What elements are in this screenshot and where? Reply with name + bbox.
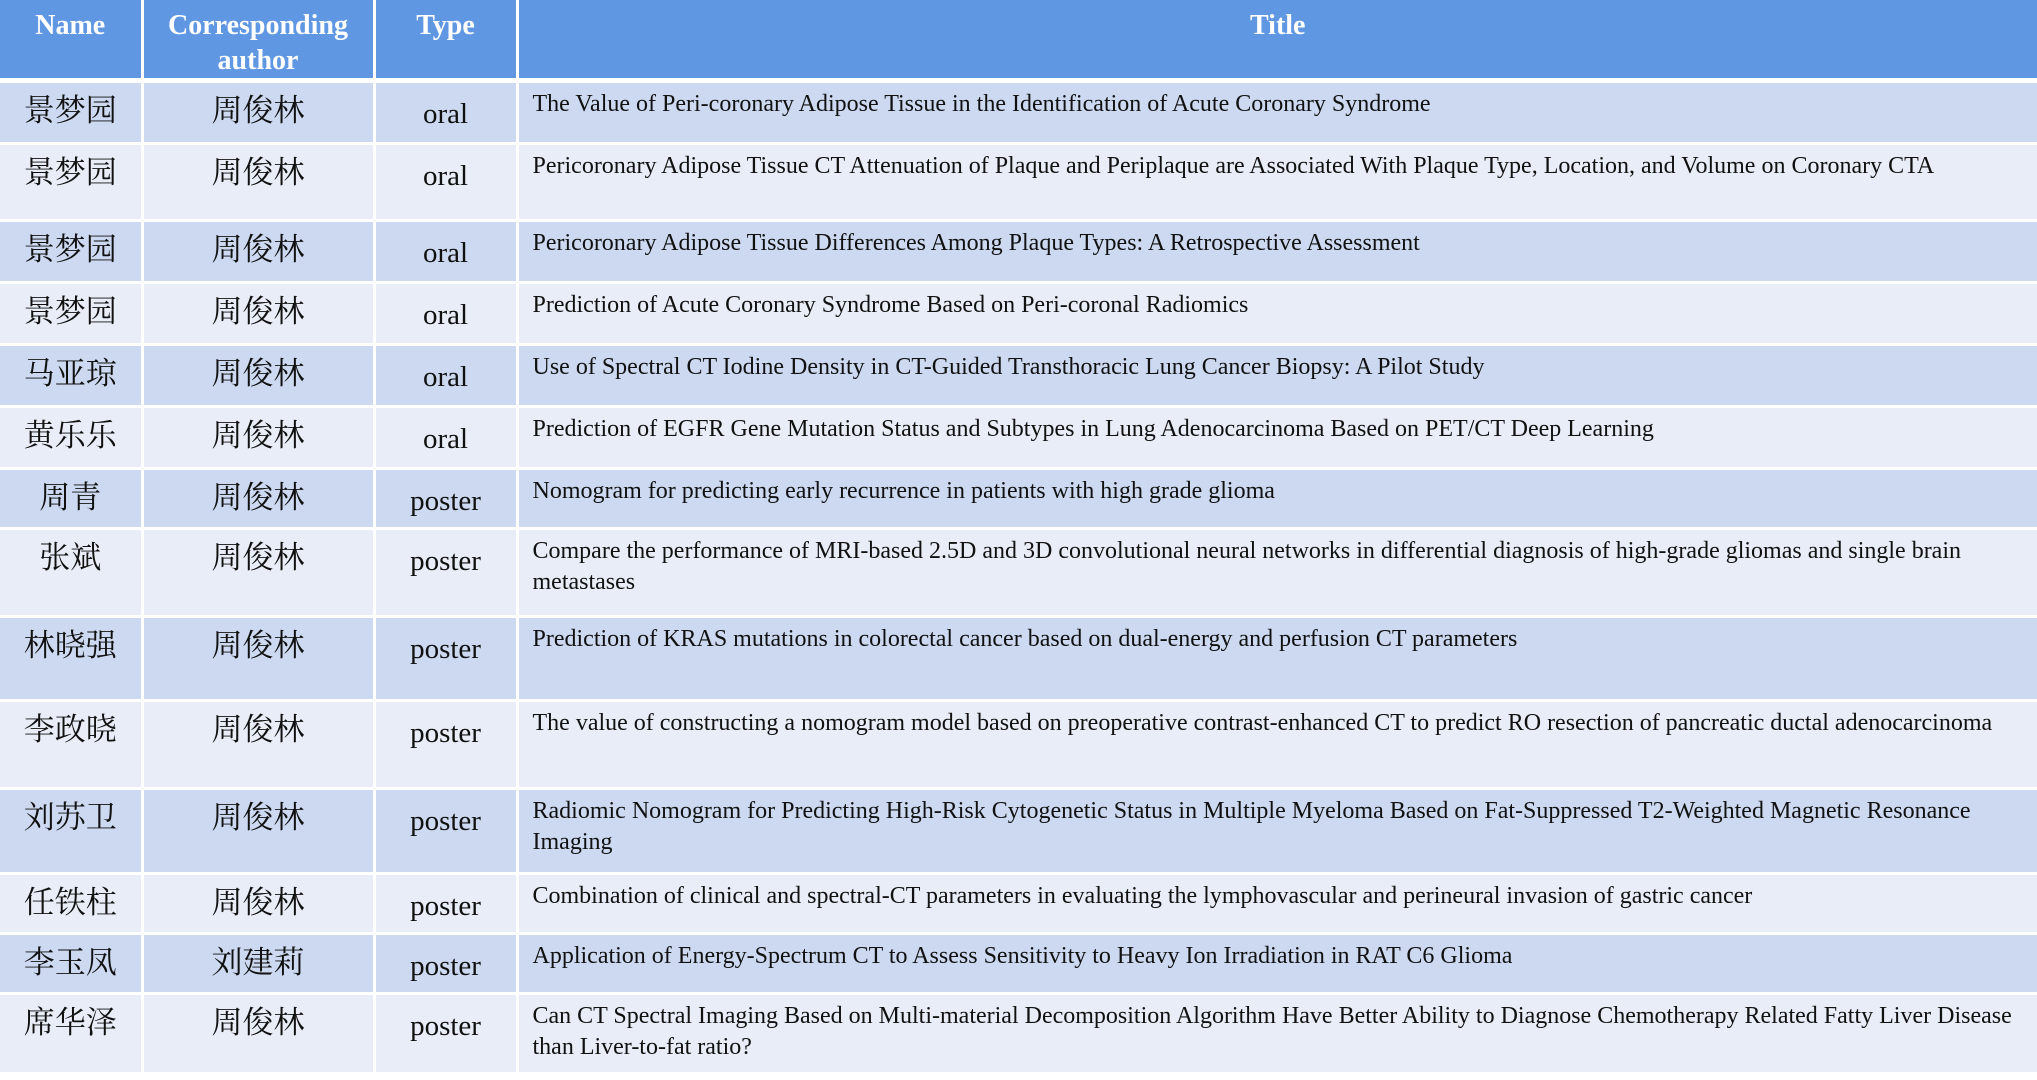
- table-row: [0, 469, 2037, 529]
- cell-author: 周俊林: [142, 81, 374, 144]
- cell-title: Prediction of EGFR Gene Mutation Status and Subtypes in Lung Adenocarcinoma Based on PET/CT Deep Learning: [517, 407, 2037, 469]
- cell-author: 周俊林: [142, 283, 374, 345]
- header-title: Title: [517, 0, 2037, 81]
- cell-type: oral: [374, 144, 517, 221]
- cell-title: Prediction of KRAS mutations in colorectal cancer based on dual-energy and perfusion CT parameters: [517, 617, 2037, 701]
- cell-title: Nomogram for predicting early recurrence in patients with high grade glioma: [517, 469, 2037, 529]
- cell-title: Use of Spectral CT Iodine Density in CT-Guided Transthoracic Lung Cancer Biopsy: A Pilot Study: [517, 345, 2037, 407]
- cell-title: Prediction of Acute Coronary Syndrome Based on Peri-coronal Radiomics: [517, 283, 2037, 345]
- table-row: [0, 874, 2037, 934]
- cell-type: oral: [374, 283, 517, 345]
- table-row: [0, 144, 2037, 221]
- cell-name: 席华泽: [0, 994, 142, 1074]
- cell-title: Pericoronary Adipose Tissue Differences Among Plaque Types: A Retrospective Assessment: [517, 221, 2037, 283]
- cell-author: 周俊林: [142, 469, 374, 529]
- cell-type: poster: [374, 701, 517, 789]
- cell-name: 黄乐乐: [0, 407, 142, 469]
- cell-author: 周俊林: [142, 407, 374, 469]
- table-row: [0, 81, 2037, 144]
- cell-author: 周俊林: [142, 144, 374, 221]
- header-type: Type: [374, 0, 517, 81]
- cell-title: Pericoronary Adipose Tissue CT Attenuation of Plaque and Periplaque are Associated With Plaque Type, Location, and Volume on Coronary CTA: [517, 144, 2037, 221]
- cell-type: poster: [374, 529, 517, 617]
- cell-title: The value of constructing a nomogram model based on preoperative contrast-enhanced CT to predict RO resection of pancreatic ductal adenocarcinoma: [517, 701, 2037, 789]
- cell-type: oral: [374, 345, 517, 407]
- table-row: [0, 529, 2037, 617]
- cell-name: 马亚琼: [0, 345, 142, 407]
- cell-title: Compare the performance of MRI-based 2.5D and 3D convolutional neural networks in differential diagnosis of high-grade gliomas and single brain metastases: [517, 529, 2037, 617]
- cell-type: oral: [374, 81, 517, 144]
- table-row: [0, 345, 2037, 407]
- cell-name: 李玉凤: [0, 934, 142, 994]
- cell-author: 周俊林: [142, 617, 374, 701]
- cell-name: 景梦园: [0, 221, 142, 283]
- cell-name: 周青: [0, 469, 142, 529]
- header-name: Name: [0, 0, 142, 81]
- header-row: [0, 0, 2037, 81]
- table-row: [0, 407, 2037, 469]
- cell-type: poster: [374, 617, 517, 701]
- cell-name: 景梦园: [0, 144, 142, 221]
- cell-type: poster: [374, 469, 517, 529]
- cell-title: Combination of clinical and spectral-CT parameters in evaluating the lymphovascular and perineural invasion of gastric cancer: [517, 874, 2037, 934]
- cell-author: 周俊林: [142, 701, 374, 789]
- cell-name: 张斌: [0, 529, 142, 617]
- cell-type: poster: [374, 789, 517, 874]
- header-author: Corresponding author: [142, 0, 374, 81]
- table-row: [0, 701, 2037, 789]
- cell-author: 周俊林: [142, 221, 374, 283]
- cell-author: 刘建莉: [142, 934, 374, 994]
- cell-name: 景梦园: [0, 81, 142, 144]
- cell-name: 任铁柱: [0, 874, 142, 934]
- cell-title: The Value of Peri-coronary Adipose Tissue in the Identification of Acute Coronary Syndrome: [517, 81, 2037, 144]
- cell-author: 周俊林: [142, 994, 374, 1074]
- cell-type: poster: [374, 874, 517, 934]
- cell-type: oral: [374, 221, 517, 283]
- cell-type: poster: [374, 994, 517, 1074]
- cell-type: poster: [374, 934, 517, 994]
- cell-title: Can CT Spectral Imaging Based on Multi-material Decomposition Algorithm Have Better Ability to Diagnose Chemotherapy Related Fatty Liver Disease than Liver-to-fat ratio?: [517, 994, 2037, 1074]
- table-row: [0, 789, 2037, 874]
- table-row: [0, 934, 2037, 994]
- cell-author: 周俊林: [142, 789, 374, 874]
- cell-name: 林晓强: [0, 617, 142, 701]
- cell-author: 周俊林: [142, 874, 374, 934]
- cell-name: 景梦园: [0, 283, 142, 345]
- cell-type: oral: [374, 407, 517, 469]
- table-row: [0, 994, 2037, 1074]
- table-row: [0, 221, 2037, 283]
- table-row: [0, 617, 2037, 701]
- table-row: [0, 283, 2037, 345]
- cell-title: Radiomic Nomogram for Predicting High-Risk Cytogenetic Status in Multiple Myeloma Based on Fat-Suppressed T2-Weighted Magnetic Resonance Imaging: [517, 789, 2037, 874]
- cell-author: 周俊林: [142, 529, 374, 617]
- cell-author: 周俊林: [142, 345, 374, 407]
- cell-name: 李政晓: [0, 701, 142, 789]
- cell-title: Application of Energy-Spectrum CT to Assess Sensitivity to Heavy Ion Irradiation in RAT C6 Glioma: [517, 934, 2037, 994]
- cell-name: 刘苏卫: [0, 789, 142, 874]
